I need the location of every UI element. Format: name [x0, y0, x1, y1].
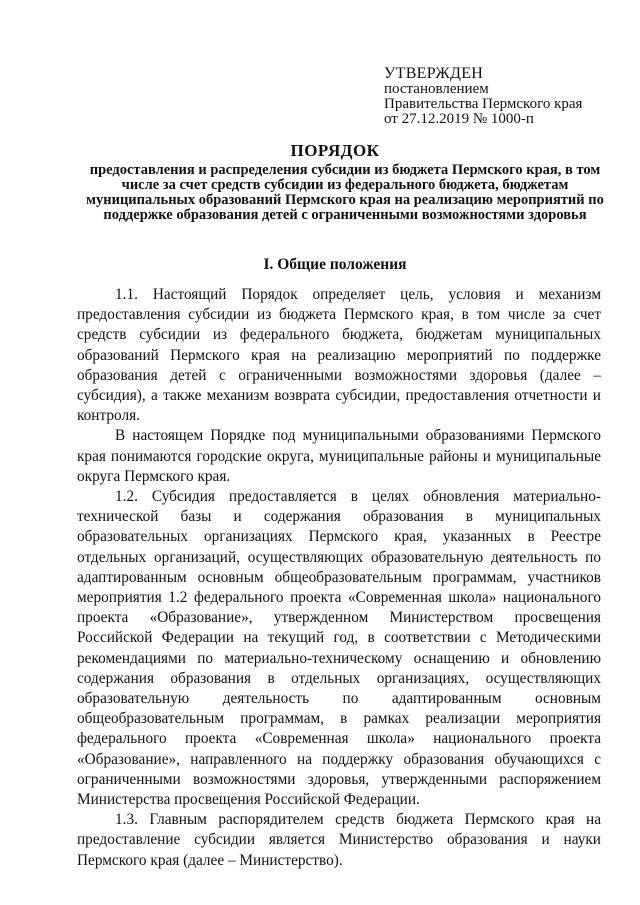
paragraph-1-3: 1.3. Главным распорядителем средств бюджета Пермского края на предоставление субсидии является Министерство образования и науки Пермского края (далее – Министерство). — [77, 811, 601, 869]
paragraph-1-2: 1.2. Субсидия предоставляется в целях обновления материально-технической базы и содержания образования в муниципальных образовательных организациях Пермского края, указанных в Реестре отдельных организаций, осуществляющих образовательную деятельность по адаптированным основным общеобразовательным программам, участников мероприятия 1.2 федерального проекта «Современная школа» национального проекта «Образование», утвержденном Министерством просвещения Российской Федерации на текущий год, в соответствии с Методическими рекомендациями по материально-техническому оснащению и обновлению содержания образования в отдельных организациях, осуществляющих образовательную деятельность по адаптированным основным общеобразовательным программам, в рамках реализации мероприятия федерального проекта «Современная школа» национального проекта «Образование», направленного на поддержку образования обучающихся с ограниченными возможностями здоровья, утвержденными распоряжением Министерства просвещения Российской Федерации. — [77, 488, 601, 809]
approval-line-1: постановлением — [384, 81, 489, 97]
section-heading: I. Общие положения — [263, 256, 407, 273]
approval-line-3: от 27.12.2019 № 1000-п — [384, 111, 534, 127]
approval-stamp — [384, 66, 614, 127]
paragraph-1-1: 1.1. Настоящий Порядок определяет цель, условия и механизм предоставления субсидии из бюджета Пермского края, в том числе за счет средств субсидии из федерального бюджета, бюджетам муниципальных образований Пермского края на реализацию мероприятий по поддержке образования детей с ограниченными возможностями здоровья (далее – субсидия), а также механизм возврата субсидии, предоставления отчетности и контроля. — [77, 286, 601, 425]
document-subtitle: предоставления и распределения субсидии из бюджета Пермского края, в том числе за счет средств субсидии из федерального бюджета, бюджетам муниципальных образований Пермского края на реализацию мероприятий по поддержке образования детей с ограниченными возможностями здоровья — [86, 162, 604, 223]
document-title: ПОРЯДОК — [290, 141, 380, 160]
approval-line-2: Правительства Пермского края — [384, 96, 583, 112]
approval-heading: УТВЕРЖДЕН — [384, 65, 484, 82]
paragraph-1-1-continued: В настоящем Порядке под муниципальными образованиями Пермского края понимаются городские округа, муниципальные районы и муниципальные округа Пермского края. — [77, 427, 601, 485]
document-body — [77, 285, 601, 871]
